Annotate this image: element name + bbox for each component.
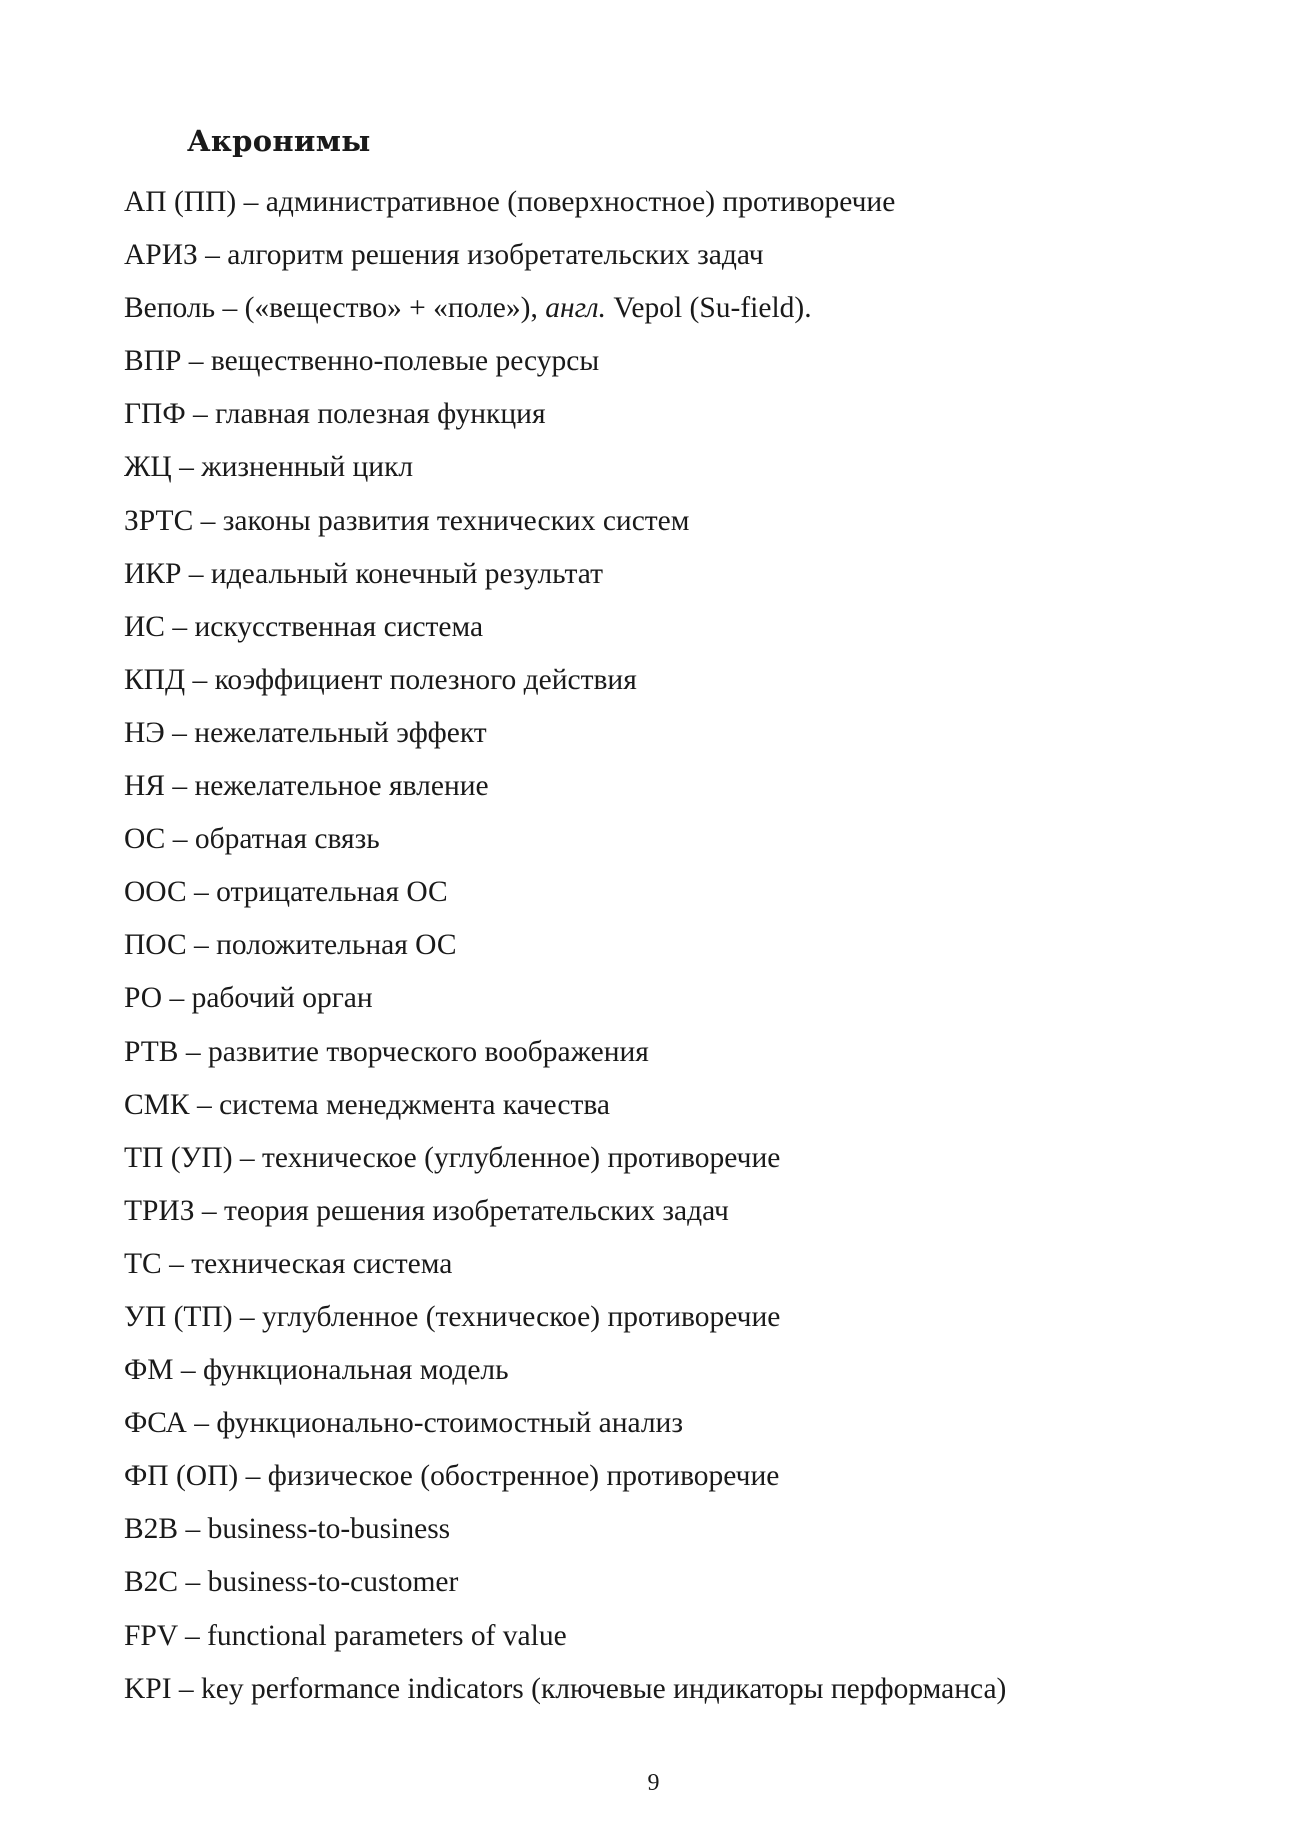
acronym-entry-text: НЯ – нежелательное явление (124, 770, 489, 803)
acronym-entry-text: ТС – техническая система (124, 1247, 453, 1280)
acronym-entry-text: Веполь – («вещество» + «поле»), (124, 292, 546, 325)
acronym-entry-text: РО – рабочий орган (124, 982, 373, 1015)
acronym-entry (124, 1665, 1224, 1718)
page-number: 9 (647, 1770, 660, 1796)
acronym-entry-text: ООС – отрицательная ОС (124, 876, 448, 909)
acronym-entry-text: B2C – business-to-customer (124, 1566, 459, 1599)
acronym-entry (124, 497, 1224, 550)
acronym-entry (124, 603, 1224, 656)
acronym-entry-text: КПД – коэффициент полезного действия (124, 663, 637, 696)
acronym-entry (124, 1240, 1224, 1293)
acronym-entry (124, 1134, 1224, 1187)
acronym-entry (124, 1612, 1224, 1665)
acronym-entry (124, 1187, 1224, 1240)
acronym-entry (124, 868, 1224, 921)
acronym-entry (124, 1293, 1224, 1346)
acronym-entry (124, 709, 1224, 762)
acronym-entry (124, 284, 1224, 337)
acronym-entry-text: FPV – functional parameters of value (124, 1619, 567, 1652)
acronym-entry-text: ИКР – идеальный конечный результат (124, 557, 603, 590)
acronym-entry (124, 974, 1224, 1027)
acronym-entry-text: СМК – система менеджмента качества (124, 1088, 610, 1121)
acronym-entry (124, 1028, 1224, 1081)
acronym-entry-italic-text: англ. (545, 292, 606, 325)
acronym-entry-text: УП (ТП) – углубленное (техническое) противоречие (124, 1300, 781, 1333)
acronym-entry-text: ИС – искусственная система (124, 610, 484, 643)
acronym-entry (124, 921, 1224, 974)
acronym-list (124, 178, 1224, 1718)
acronym-entry (124, 815, 1224, 868)
page-title: Акронимы (187, 124, 371, 158)
acronym-entry (124, 1399, 1224, 1452)
acronym-entry (124, 178, 1224, 231)
acronym-entry-text: ГПФ – главная полезная функция (124, 398, 546, 431)
acronym-entry-text: ОС – обратная связь (124, 823, 380, 856)
acronym-entry-text: ТП (УП) – техническое (углубленное) противоречие (124, 1141, 781, 1174)
acronym-entry-text: ЗРТС – законы развития технических систем (124, 504, 690, 537)
acronym-entry (124, 1081, 1224, 1134)
acronym-entry (124, 337, 1224, 390)
acronym-entry (124, 550, 1224, 603)
acronym-entry (124, 443, 1224, 496)
acronym-entry (124, 390, 1224, 443)
acronym-entry-text: ПОС – положительная ОС (124, 929, 457, 962)
acronym-entry-text: РТВ – развитие творческого воображения (124, 1035, 649, 1068)
acronym-entry (124, 1452, 1224, 1505)
acronym-entry (124, 1505, 1224, 1558)
acronym-entry (124, 762, 1224, 815)
acronym-entry-text: ТРИЗ – теория решения изобретательских задач (124, 1194, 729, 1227)
acronym-entry-text: ЖЦ – жизненный цикл (124, 451, 414, 484)
acronym-entry-text: ФСА – функционально-стоимостный анализ (124, 1407, 684, 1440)
acronym-entry-text: АРИЗ – алгоритм решения изобретательских задач (124, 239, 764, 272)
acronym-entry-text: ВПР – вещественно-полевые ресурсы (124, 345, 600, 378)
acronym-entry (124, 1558, 1224, 1611)
acronym-entry-text: АП (ПП) – административное (поверхностное) противоречие (124, 186, 896, 218)
acronym-entry-text: НЭ – нежелательный эффект (124, 716, 487, 749)
acronym-entry-text: ФП (ОП) – физическое (обостренное) противоречие (124, 1460, 780, 1493)
acronym-entry (124, 231, 1224, 284)
acronym-entry (124, 1346, 1224, 1399)
acronym-entry-text: KPI – key performance indicators (ключевые индикаторы перформанса) (124, 1672, 1007, 1705)
acronym-entry-text: ФМ – функциональная модель (124, 1354, 509, 1387)
acronym-entry-text-tail: Vepol (Su-field). (605, 292, 812, 325)
acronym-entry-text: B2B – business-to-business (124, 1513, 451, 1546)
acronym-entry (124, 656, 1224, 709)
